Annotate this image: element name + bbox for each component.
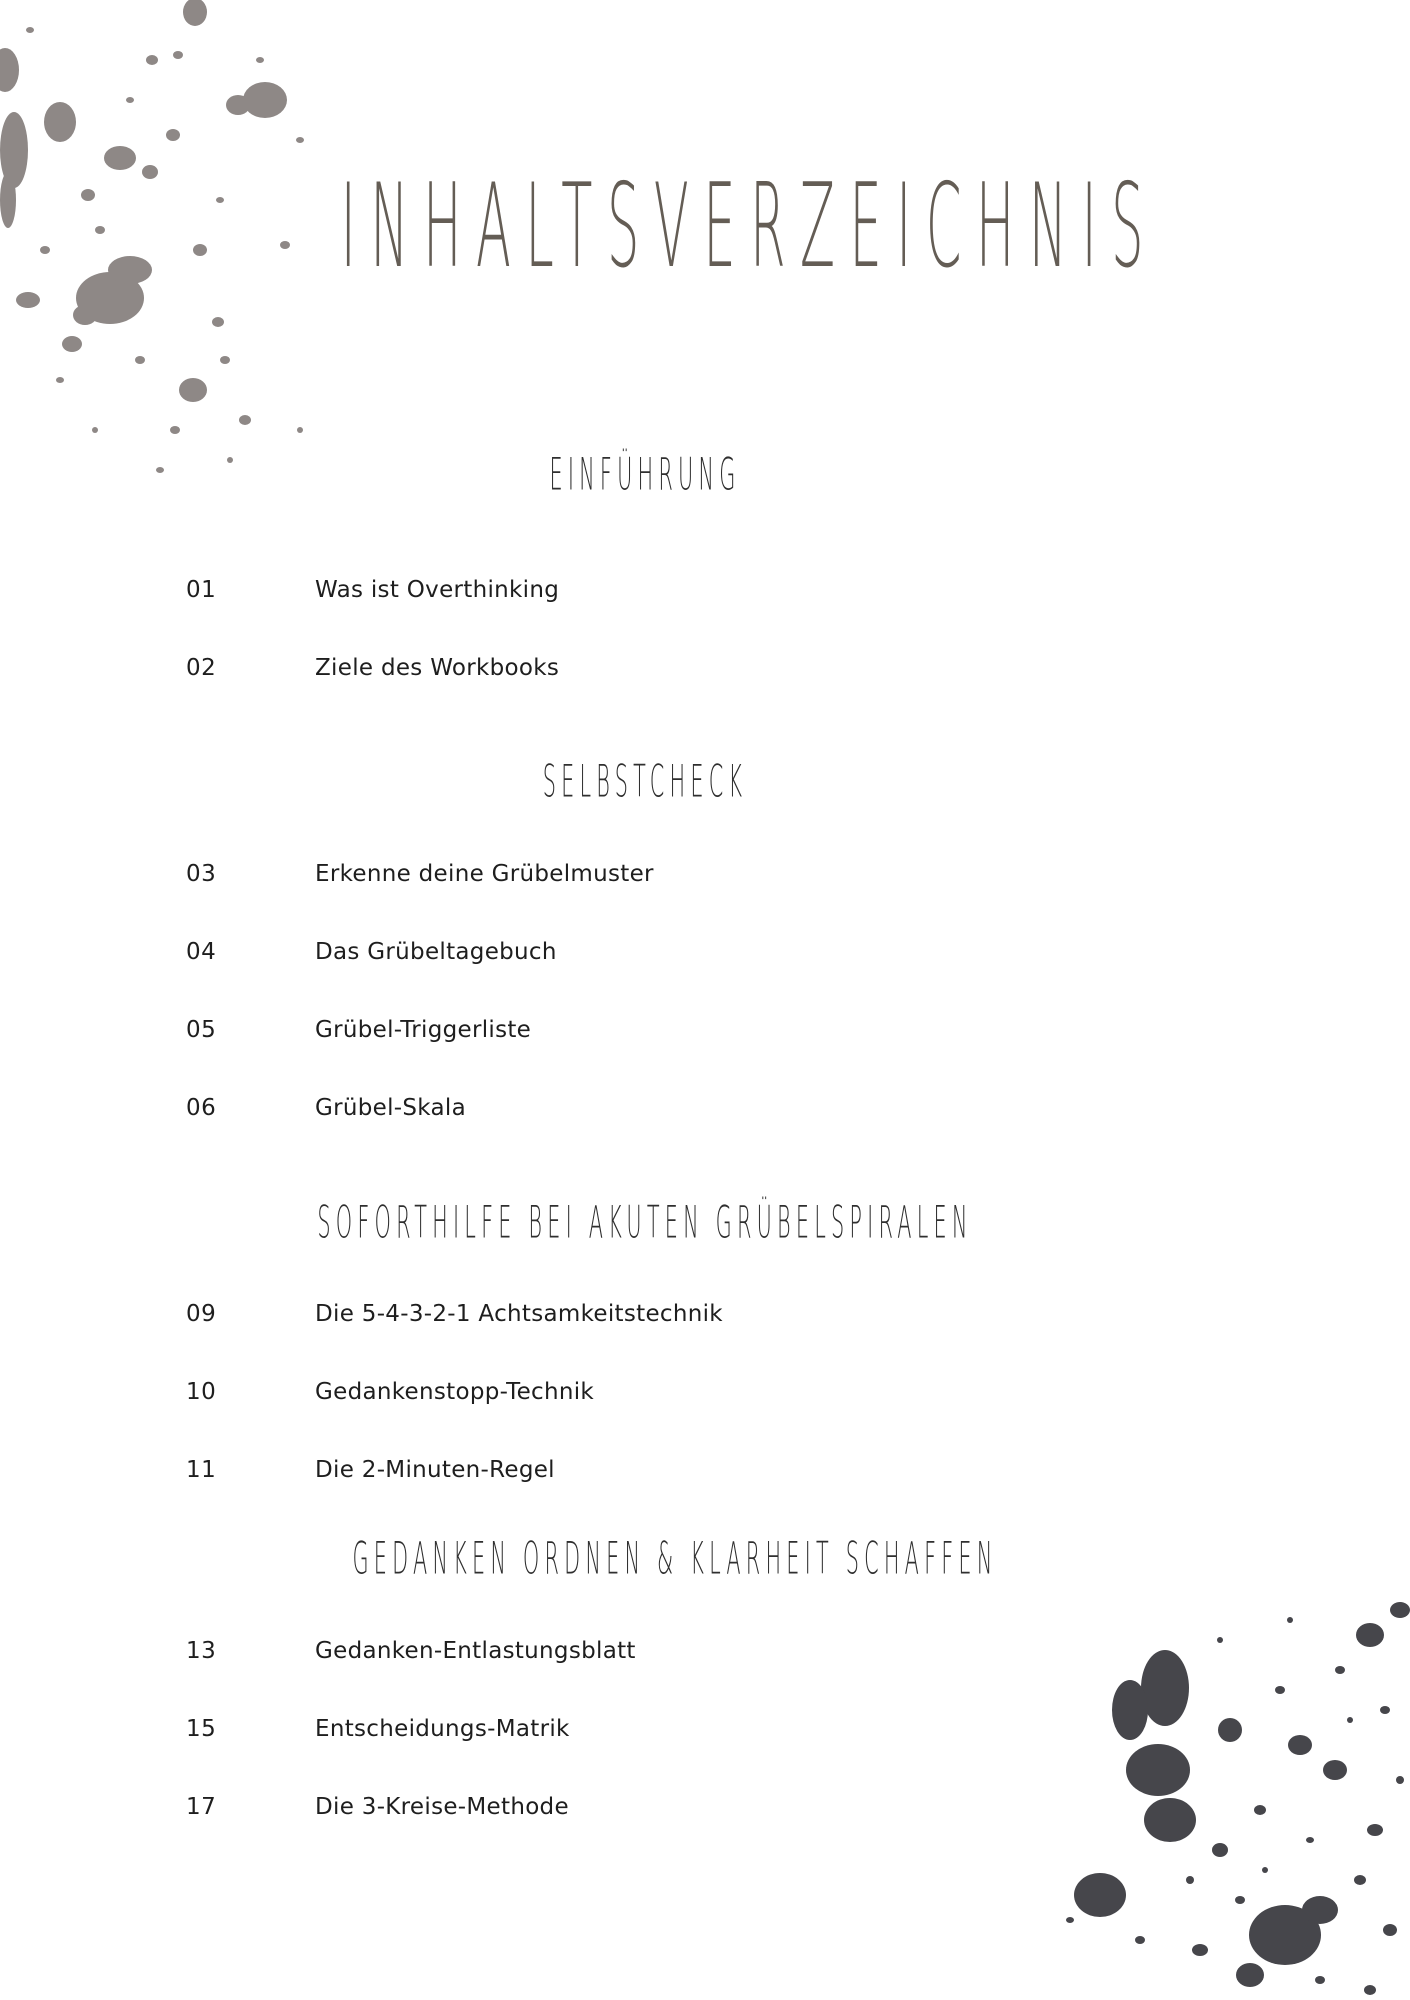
toc-item[interactable] bbox=[0, 1716, 1410, 1756]
toc-page-number: 11 bbox=[186, 1457, 217, 1483]
toc-item-label: Grübel-Triggerliste bbox=[315, 1017, 532, 1043]
toc-page-number: 09 bbox=[186, 1301, 217, 1327]
toc-item-label: Grübel-Skala bbox=[315, 1095, 466, 1121]
toc-item[interactable] bbox=[0, 1379, 1410, 1419]
toc-item[interactable] bbox=[0, 861, 1410, 901]
toc-item-label: Die 5-4-3-2-1 Achtsamkeitstechnik bbox=[315, 1301, 723, 1327]
toc-page-number: 03 bbox=[186, 861, 217, 887]
toc-item-label: Gedanken-Entlastungsblatt bbox=[315, 1638, 636, 1664]
toc-item-label: Erkenne deine Grübelmuster bbox=[315, 861, 654, 887]
page-title: INHALTSVERZEICHNIS bbox=[340, 159, 1159, 295]
toc-page-number: 13 bbox=[186, 1638, 217, 1664]
section-heading-selbstcheck: SELBSTCHECK bbox=[542, 756, 748, 808]
toc-item[interactable] bbox=[0, 1017, 1410, 1057]
toc-page-number: 05 bbox=[186, 1017, 217, 1043]
section-heading-einfuehrung: EINFÜHRUNG bbox=[549, 449, 741, 501]
toc-page-number: 17 bbox=[186, 1794, 217, 1820]
toc-page-number: 15 bbox=[186, 1716, 217, 1742]
toc-item-label: Das Grübeltagebuch bbox=[315, 939, 557, 965]
toc-item[interactable] bbox=[0, 1301, 1410, 1341]
toc-page-number: 01 bbox=[186, 577, 217, 603]
toc-item[interactable] bbox=[0, 939, 1410, 979]
section-heading-gedanken-ordnen: GEDANKEN ORDNEN & KLARHEIT SCHAFFEN bbox=[352, 1533, 998, 1585]
toc-item[interactable] bbox=[0, 1457, 1410, 1497]
toc-item-label: Die 2-Minuten-Regel bbox=[315, 1457, 555, 1483]
section-heading-soforthilfe: SOFORTHILFE BEI AKUTEN GRÜBELSPIRALEN bbox=[317, 1197, 973, 1249]
ink-splatter-top-decoration bbox=[0, 0, 380, 500]
toc-item[interactable] bbox=[0, 1095, 1410, 1135]
toc-item[interactable] bbox=[0, 1794, 1410, 1834]
toc-item-label: Ziele des Workbooks bbox=[315, 655, 560, 681]
toc-page-number: 02 bbox=[186, 655, 217, 681]
toc-item[interactable] bbox=[0, 577, 1410, 617]
toc-page-number: 06 bbox=[186, 1095, 217, 1121]
toc-item[interactable] bbox=[0, 1638, 1410, 1678]
toc-item-label: Entscheidungs-Matrik bbox=[315, 1716, 570, 1742]
toc-item[interactable] bbox=[0, 655, 1410, 695]
toc-item-label: Was ist Overthinking bbox=[315, 577, 560, 603]
toc-page-number: 04 bbox=[186, 939, 217, 965]
toc-item-label: Die 3-Kreise-Methode bbox=[315, 1794, 569, 1820]
toc-item-label: Gedankenstopp-Technik bbox=[315, 1379, 595, 1405]
toc-page-number: 10 bbox=[186, 1379, 217, 1405]
